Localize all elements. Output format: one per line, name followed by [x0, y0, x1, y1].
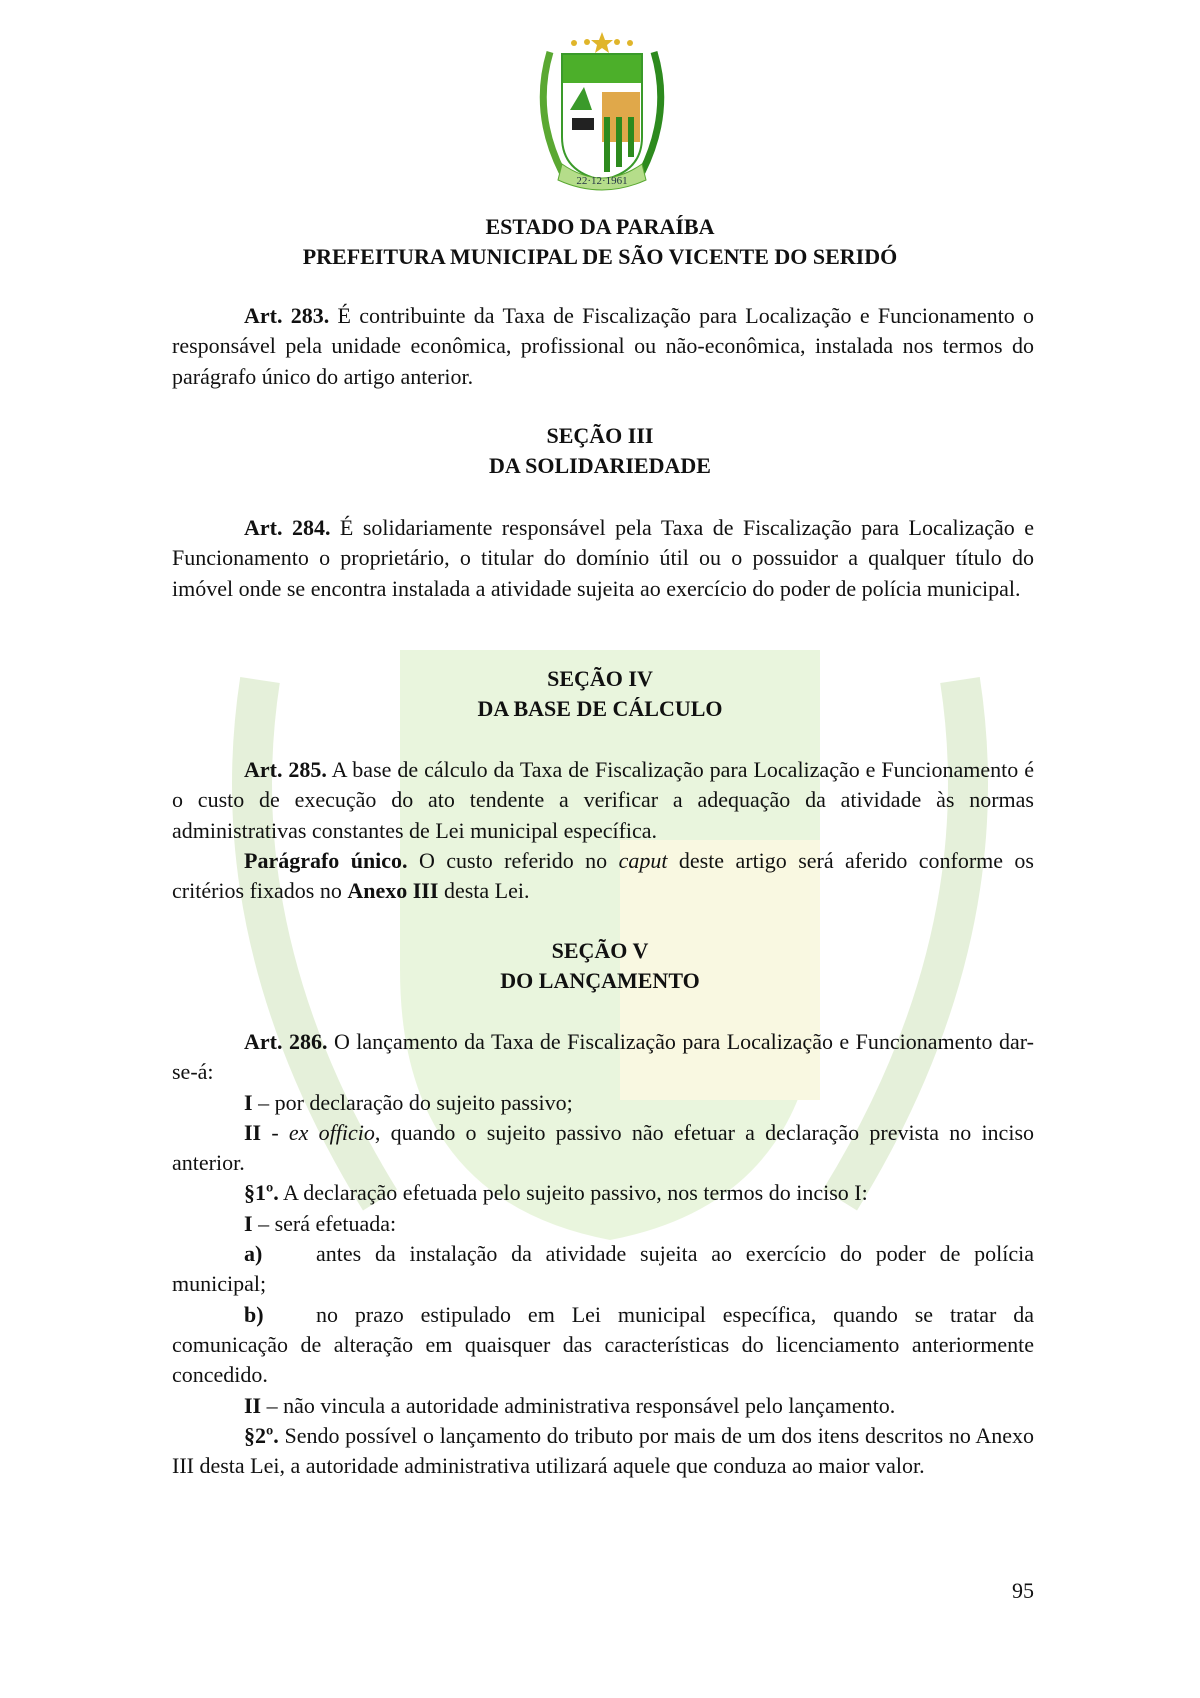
section-4-subtitle: DA BASE DE CÁLCULO [477, 696, 723, 721]
text: – será efetuada: [252, 1210, 397, 1236]
text: deste artigo será aferido conforme os critérios fixados no [172, 848, 1034, 904]
municipal-emblem [512, 32, 692, 200]
text: – por declaração do sujeito passivo; [252, 1089, 573, 1115]
state-heading: ESTADO DA PARAÍBA [485, 214, 715, 239]
article-286 [172, 1027, 1034, 1481]
paragraph-1-inciso-i [172, 1209, 1034, 1239]
article-number: Art. 286. [244, 1029, 328, 1054]
article-284 [172, 513, 1034, 604]
paragraph-unico [172, 846, 1034, 907]
label: I [244, 1210, 253, 1236]
article-number: Art. 284. [244, 515, 331, 540]
page-number: 95 [1012, 1578, 1034, 1603]
item-b [172, 1300, 1034, 1391]
paragraph-label: Parágrafo único. [244, 848, 408, 873]
article-number: Art. 283. [244, 303, 330, 328]
label: II [244, 1119, 262, 1145]
paragraph-2 [172, 1421, 1034, 1482]
text: desta Lei. [438, 878, 530, 904]
article-285 [172, 755, 1034, 846]
inciso-i [172, 1088, 1034, 1118]
text: no prazo estipulado em Lei municipal específica, quando se tratar da comunicação de alteração em quaisquer das características do licenciamento anteriormente concedido. [172, 1301, 1034, 1388]
label: §1º. [244, 1180, 279, 1206]
section-5-subtitle: DO LANÇAMENTO [500, 968, 700, 993]
section-4-title: SEÇÃO IV [547, 666, 653, 691]
municipality-heading: PREFEITURA MUNICIPAL DE SÃO VICENTE DO SERIDÓ [302, 244, 898, 269]
article-text: É solidariamente responsável pela Taxa de Fiscalização para Localização e Funcionamento o proprietário, o titular do domínio útil ou o possuidor a qualquer título do imóvel onde se encontra instalada a atividade sujeita ao exercício do poder de polícia municipal. [172, 515, 1034, 601]
article-text: A base de cálculo da Taxa de Fiscalização para Localização e Funcionamento é o custo de execução do ato tendente a verificar a adequação da atividade às normas administrativas constantes de Lei municipal específica. [172, 757, 1034, 843]
inciso-ii [172, 1118, 1034, 1179]
paragraph-1 [172, 1178, 1034, 1208]
article-text: É contribuinte da Taxa de Fiscalização para Localização e Funcionamento o responsável pela unidade econômica, profissional ou não-econômica, instalada nos termos do parágrafo único do artigo anterior. [172, 303, 1034, 389]
italic-term: ex officio [288, 1119, 375, 1145]
article-text: O lançamento da Taxa de Fiscalização para Localização e Funcionamento dar-se-á: [172, 1029, 1034, 1085]
article-number: Art. 285. [244, 757, 327, 782]
section-3-subtitle: DA SOLIDARIEDADE [489, 453, 711, 478]
label: a) [244, 1241, 263, 1267]
label: §2º. [244, 1422, 279, 1448]
emblem-date: 22·12·1961 [576, 175, 628, 187]
text: - [261, 1119, 289, 1145]
label: II [244, 1392, 262, 1418]
text: A declaração efetuada pelo sujeito passivo, nos termos do inciso I: [278, 1180, 868, 1206]
text: – não vincula a autoridade administrativa responsável pelo lançamento. [261, 1392, 896, 1418]
paragraph-1-inciso-ii [172, 1391, 1034, 1421]
text: , quando o sujeito passivo não efetuar a declaração prevista no inciso anterior. [172, 1119, 1034, 1176]
label: I [244, 1089, 253, 1115]
label: b) [244, 1301, 264, 1327]
text: Sendo possível o lançamento do tributo por mais de um dos itens descritos no Anexo III desta Lei, a autoridade administrativa utilizará aquele que conduza ao maior valor. [172, 1422, 1034, 1479]
annex-ref: Anexo III [347, 878, 439, 904]
text: O custo referido no [407, 848, 619, 873]
item-a [172, 1239, 1034, 1300]
article-283 [172, 301, 1034, 392]
section-3-title: SEÇÃO III [546, 423, 654, 448]
italic-term: caput [618, 848, 668, 873]
text: antes da instalação da atividade sujeita ao exercício do poder de polícia municipal; [172, 1241, 1034, 1297]
section-5-title: SEÇÃO V [551, 938, 649, 963]
